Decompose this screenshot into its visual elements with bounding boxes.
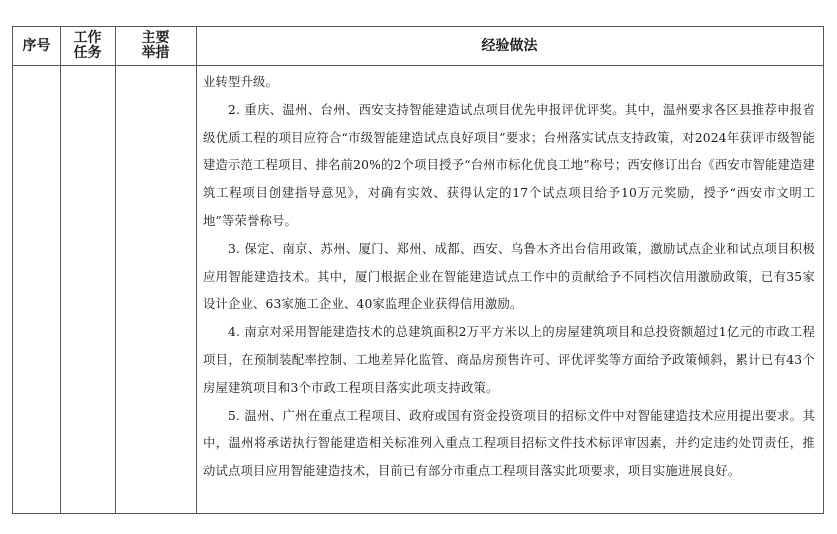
paragraph-item-2: 2. 重庆、温州、台州、西安支持智能建造试点项目优先申报评优评奖。其中，温州要求各区县推荐申报省级优质工程的项目应符合“市级智能建造试点良好项目”要求；台州落实试点支持政策，对2024年获评市级智能建造示范工程项目、排名前20%的2个项目授予“台州市标化优良工地”称号；西安修订出台《西安市智能建造建筑工程项目创建指导意见》，对确有实效、获得认定的17个试点项目给予10万元奖励，授予“西安市文明工地”等荣誉称号。 (203, 102, 815, 228)
paragraph-continuation: 业转型升级。 (203, 75, 278, 89)
header-divider (13, 65, 823, 66)
header-main-measures-line1: 主要 (141, 30, 170, 46)
paragraph-item-4: 4. 南京对采用智能建造技术的总建筑面积2万平方米以上的房屋建筑项目和总投资额超过1亿元的市政工程项目，在预制装配率控制、工地差异化监管、商品房预售许可、评优评奖等方面给予政策倾斜，累计已有43个房屋建筑项目和3个市政工程项目落实此项支持政策。 (203, 325, 815, 395)
column-divider (60, 27, 61, 513)
column-divider (196, 27, 197, 513)
experience-practice-cell (203, 69, 815, 486)
paragraph-item-3: 3. 保定、南京、苏州、厦门、郑州、成都、西安、乌鲁木齐出台信用政策，激励试点企业和试点项目积极应用智能建造技术。其中，厦门根据企业在智能建造试点工作中的贡献给予不同档次信用激励政策，已有35家设计企业、63家施工企业、40家监理企业获得信用激励。 (203, 241, 815, 312)
header-main-measures (115, 27, 196, 65)
header-work-task-line1: 工作 (73, 30, 102, 46)
header-main-measures-line2: 举措 (141, 45, 170, 61)
header-serial-number: 序号 (22, 37, 51, 54)
policy-table (12, 26, 824, 514)
paragraph-item-5: 5. 温州、广州在重点工程项目、政府或国有资金投资项目的招标文件中对智能建造技术应用提出要求。其中，温州将承诺执行智能建造相关标准列入重点工程项目招标文件技术标评审因素，并约定违约处罚责任，推动试点项目应用智能建造技术，目前已有部分市重点工程项目落实此项要求，项目实施进展良好。 (203, 408, 815, 479)
header-experience-practice: 经验做法 (481, 37, 538, 54)
header-work-task (60, 27, 115, 65)
column-divider (115, 27, 116, 513)
header-work-task-line2: 任务 (73, 45, 102, 61)
